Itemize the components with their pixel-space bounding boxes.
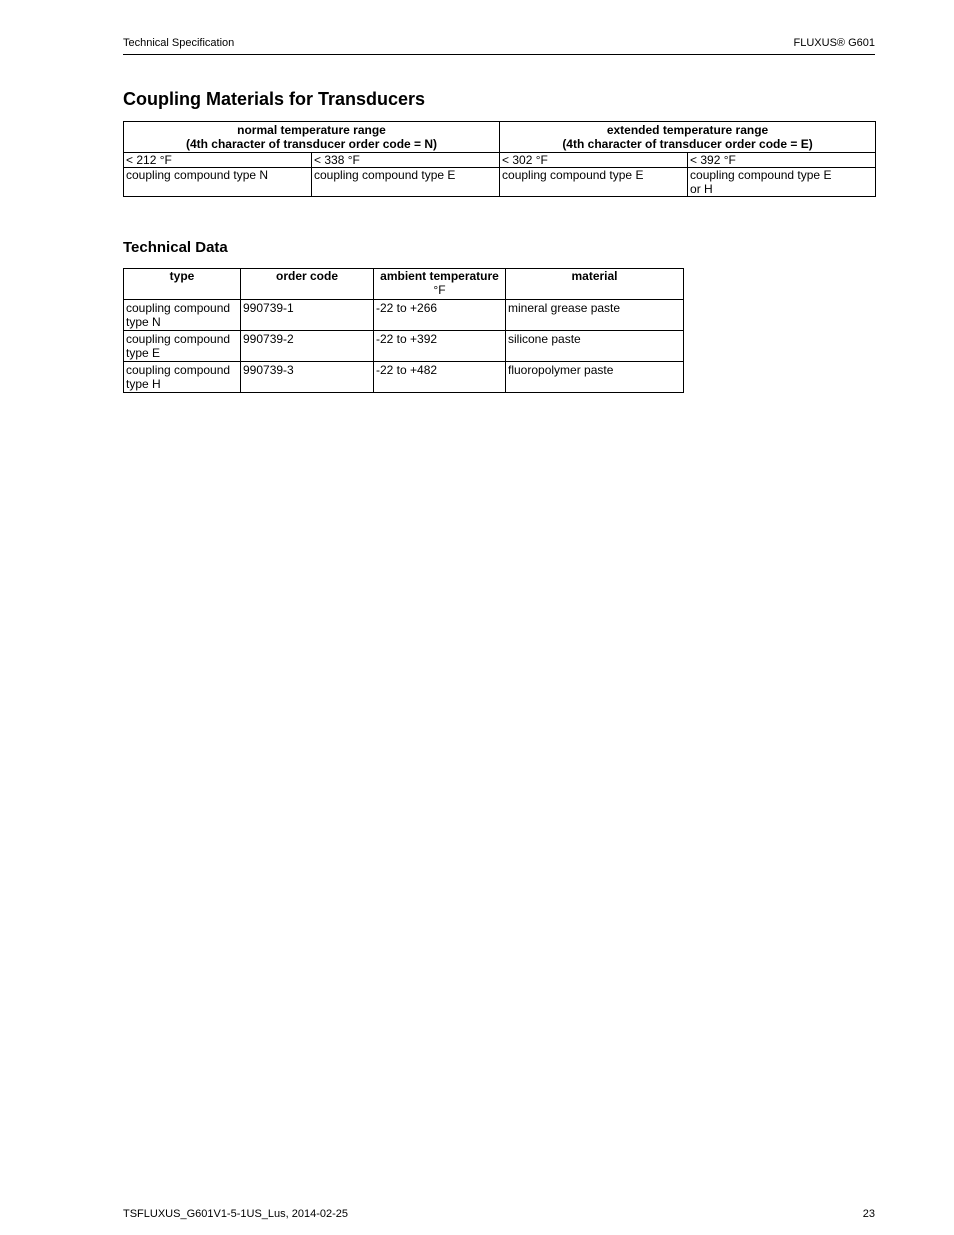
group-header-normal [124, 122, 500, 153]
group-header-extended [500, 122, 876, 153]
header-section-title: Technical Specification [123, 37, 235, 49]
document-reference: TSFLUXUS_G601V1-5-1US_Lus, 2014-02-25 [123, 1208, 349, 1220]
table-row [124, 153, 876, 168]
table-row [124, 331, 684, 362]
type-cell: coupling compound type N [124, 300, 241, 331]
material-cell: fluoropolymer paste [506, 362, 684, 393]
range-cell: < 212 °F [124, 153, 312, 168]
group-subtitle: (4th character of transducer order code = E) [562, 137, 813, 151]
type-cell: coupling compound type H [124, 362, 241, 393]
column-header-type: type [124, 269, 241, 300]
group-title: extended temperature range [606, 123, 769, 137]
column-header-order-code: order code [241, 269, 374, 300]
compound-cell: coupling compound type E [312, 168, 500, 197]
table-row [124, 362, 684, 393]
column-header-unit: °F [433, 283, 446, 297]
table-header-row [124, 122, 876, 153]
compound-cell: coupling compound type N [124, 168, 312, 197]
table-row [124, 168, 876, 197]
ambient-temperature-cell: -22 to +392 [374, 331, 506, 362]
page-header [123, 36, 875, 55]
range-cell: < 392 °F [688, 153, 876, 168]
ambient-temperature-cell: -22 to +482 [374, 362, 506, 393]
order-code-cell: 990739-3 [241, 362, 374, 393]
page-number: 23 [862, 1208, 875, 1220]
material-cell: mineral grease paste [506, 300, 684, 331]
header-product-name: FLUXUS® G601 [793, 37, 875, 49]
technical-data-table [123, 268, 684, 393]
group-title: normal temperature range [237, 123, 386, 137]
compound-cell: coupling compound type E [500, 168, 688, 197]
technical-data-heading: Technical Data [123, 239, 228, 256]
column-header-material: material [506, 269, 684, 300]
type-cell: coupling compound type E [124, 331, 241, 362]
material-cell: silicone paste [506, 331, 684, 362]
compound-cell: coupling compound type E or H [688, 168, 876, 197]
coupling-materials-table [123, 121, 876, 197]
table-header-row [124, 269, 684, 300]
order-code-cell: 990739-2 [241, 331, 374, 362]
range-cell: < 338 °F [312, 153, 500, 168]
coupling-materials-heading: Coupling Materials for Transducers [123, 89, 426, 109]
table-row [124, 300, 684, 331]
column-header-ambient-temperature [374, 269, 506, 300]
order-code-cell: 990739-1 [241, 300, 374, 331]
group-subtitle: (4th character of transducer order code = N) [185, 137, 438, 151]
range-cell: < 302 °F [500, 153, 688, 168]
ambient-temperature-cell: -22 to +266 [374, 300, 506, 331]
column-header-label: ambient temperature [380, 269, 499, 283]
